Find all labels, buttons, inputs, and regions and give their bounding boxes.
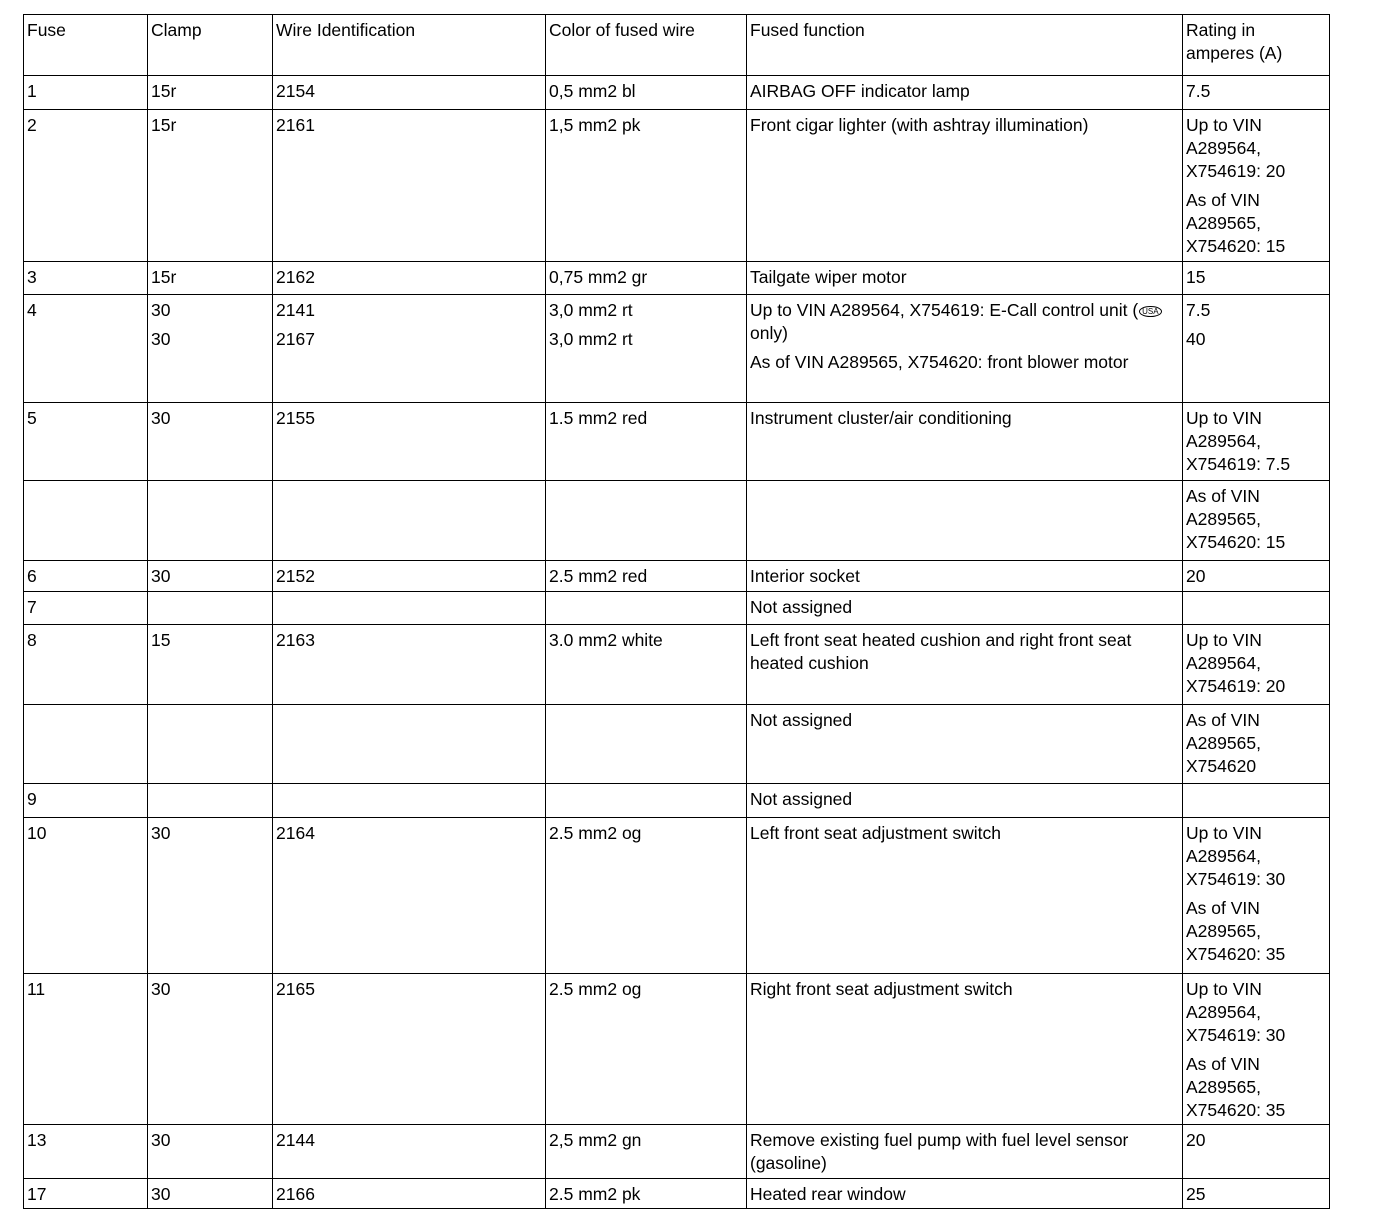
cell-text: Not assigned bbox=[750, 597, 853, 617]
cell-text: 30 bbox=[151, 979, 171, 999]
table-cell bbox=[273, 818, 546, 974]
table-row bbox=[24, 625, 1330, 705]
table-cell bbox=[747, 76, 1183, 110]
table-cell bbox=[747, 1125, 1183, 1179]
cell-text: 2164 bbox=[276, 823, 315, 843]
table-row bbox=[24, 974, 1330, 1125]
cell-text: 13 bbox=[27, 1130, 47, 1150]
cell-text: 0,5 mm2 bl bbox=[549, 81, 636, 101]
table-cell bbox=[148, 1179, 273, 1209]
table-cell bbox=[747, 295, 1183, 403]
table-cell bbox=[24, 561, 148, 592]
cell-text: 2141 bbox=[276, 300, 315, 320]
cell-subtext: As of VIN A289565, X754620: front blower motor bbox=[750, 352, 1129, 372]
table-cell bbox=[546, 295, 747, 403]
table-row bbox=[24, 705, 1330, 784]
rating-extra: As of VIN A289565, X754620: 15 bbox=[1186, 190, 1286, 256]
table-row bbox=[24, 295, 1330, 403]
cell-text: Up to VIN A289564, X754619: 30 bbox=[1186, 979, 1286, 1045]
cell-text: 2144 bbox=[276, 1130, 315, 1150]
table-cell bbox=[148, 1125, 273, 1179]
table-cell bbox=[747, 110, 1183, 262]
table-cell bbox=[747, 784, 1183, 818]
table-cell bbox=[273, 481, 546, 561]
cell-text: 2.5 mm2 pk bbox=[549, 1184, 641, 1204]
cell-text: Up to VIN A289564, X754619: 30 bbox=[1186, 823, 1286, 889]
table-row bbox=[24, 110, 1330, 262]
cell-text: 7 bbox=[27, 597, 37, 617]
table-cell bbox=[273, 625, 546, 705]
table-row bbox=[24, 592, 1330, 625]
cell-text: 7.5 bbox=[1186, 300, 1211, 320]
cell-text: 15r bbox=[151, 81, 177, 101]
cell-text: Interior socket bbox=[750, 566, 860, 586]
table-cell bbox=[1183, 561, 1330, 592]
header-cell: Wire Identification bbox=[273, 15, 546, 76]
cell-text: Heated rear window bbox=[750, 1184, 906, 1204]
cell-text: 30 bbox=[151, 1130, 171, 1150]
table-cell bbox=[148, 403, 273, 481]
table-cell bbox=[273, 1179, 546, 1209]
table-cell bbox=[148, 110, 273, 262]
cell-text: Left front seat adjustment switch bbox=[750, 823, 1001, 843]
cell-text: 20 bbox=[1186, 566, 1206, 586]
cell-text: Instrument cluster/air conditioning bbox=[750, 408, 1012, 428]
table-cell bbox=[24, 784, 148, 818]
cell-subtext: 30 bbox=[151, 329, 171, 349]
cell-text: 5 bbox=[27, 408, 37, 428]
table-cell bbox=[546, 76, 747, 110]
table-cell bbox=[1183, 403, 1330, 481]
cell-text: Front cigar lighter (with ashtray illumination) bbox=[750, 115, 1089, 135]
table-cell bbox=[273, 974, 546, 1125]
usa-badge-icon: USA bbox=[1139, 306, 1161, 317]
table-row bbox=[24, 403, 1330, 481]
table-row bbox=[24, 818, 1330, 974]
cell-text: 10 bbox=[27, 823, 47, 843]
cell-text: 2.5 mm2 og bbox=[549, 979, 642, 999]
cell-text: 7.5 bbox=[1186, 81, 1211, 101]
cell-subtext: 40 bbox=[1186, 329, 1206, 349]
table-cell bbox=[273, 110, 546, 262]
cell-text: Not assigned bbox=[750, 789, 853, 809]
cell-text: Up to VIN A289564, X754619: 7.5 bbox=[1186, 408, 1291, 474]
cell-text: 1,5 mm2 pk bbox=[549, 115, 641, 135]
table-row bbox=[24, 1179, 1330, 1209]
cell-text: 3 bbox=[27, 267, 37, 287]
cell-text: Up to VIN A289564, X754619: 20 bbox=[1186, 630, 1286, 696]
table-row bbox=[24, 561, 1330, 592]
only-text: only) bbox=[750, 323, 788, 343]
table-cell bbox=[1183, 295, 1330, 403]
table-cell bbox=[747, 705, 1183, 784]
table-cell bbox=[747, 481, 1183, 561]
cell-text: Left front seat heated cushion and right front seat heated cushion bbox=[750, 630, 1132, 673]
cell-text: 4 bbox=[27, 300, 37, 320]
cell-text: 2.5 mm2 og bbox=[549, 823, 642, 843]
table-cell bbox=[747, 403, 1183, 481]
cell-text: 30 bbox=[151, 300, 171, 320]
cell-text: 1 bbox=[27, 81, 37, 101]
table-cell bbox=[273, 76, 546, 110]
table-cell bbox=[24, 625, 148, 705]
table-cell bbox=[1183, 262, 1330, 295]
table-cell bbox=[148, 592, 273, 625]
cell-text: 20 bbox=[1186, 1130, 1206, 1150]
table-cell bbox=[273, 784, 546, 818]
cell-text: 0,75 mm2 gr bbox=[549, 267, 648, 287]
table-cell bbox=[546, 262, 747, 295]
header-cell: Clamp bbox=[148, 15, 273, 76]
table-cell bbox=[273, 561, 546, 592]
cell-text: 1.5 mm2 red bbox=[549, 408, 648, 428]
table-row bbox=[24, 481, 1330, 561]
table-cell bbox=[273, 262, 546, 295]
table-cell bbox=[546, 403, 747, 481]
cell-text: As of VIN A289565, X754620 bbox=[1186, 710, 1261, 776]
cell-text: 6 bbox=[27, 566, 37, 586]
table-cell bbox=[148, 295, 273, 403]
table-cell bbox=[546, 561, 747, 592]
table-cell bbox=[1183, 76, 1330, 110]
table-cell bbox=[24, 403, 148, 481]
table-cell bbox=[747, 974, 1183, 1125]
cell-text: 2152 bbox=[276, 566, 315, 586]
cell-text: 2155 bbox=[276, 408, 315, 428]
table-cell bbox=[747, 625, 1183, 705]
cell-text: 17 bbox=[27, 1184, 47, 1204]
cell-text: Tailgate wiper motor bbox=[750, 267, 907, 287]
cell-text: As of VIN A289565, X754620: 15 bbox=[1186, 486, 1286, 552]
table-cell bbox=[546, 592, 747, 625]
table-cell bbox=[24, 295, 148, 403]
table-cell bbox=[24, 110, 148, 262]
table-cell bbox=[148, 705, 273, 784]
table-cell bbox=[747, 561, 1183, 592]
table-cell bbox=[148, 974, 273, 1125]
table-cell bbox=[24, 481, 148, 561]
table-cell bbox=[24, 818, 148, 974]
cell-text: 9 bbox=[27, 789, 37, 809]
table-cell bbox=[1183, 1125, 1330, 1179]
cell-subtext: 3,0 mm2 rt bbox=[549, 329, 633, 349]
table-cell bbox=[148, 818, 273, 974]
cell-text: 2166 bbox=[276, 1184, 315, 1204]
table-cell bbox=[24, 592, 148, 625]
table-cell bbox=[24, 1179, 148, 1209]
cell-text: 30 bbox=[151, 566, 171, 586]
cell-text: 15 bbox=[1186, 267, 1206, 287]
table-cell bbox=[148, 561, 273, 592]
table-cell bbox=[1183, 481, 1330, 561]
cell-text: 2163 bbox=[276, 630, 315, 650]
cell-text: 30 bbox=[151, 408, 171, 428]
cell-text: 2 bbox=[27, 115, 37, 135]
table-cell bbox=[1183, 592, 1330, 625]
table-row bbox=[24, 784, 1330, 818]
cell-text: 2.5 mm2 red bbox=[549, 566, 648, 586]
table-cell bbox=[546, 1179, 747, 1209]
table-cell bbox=[1183, 110, 1330, 262]
cell-text: Not assigned bbox=[750, 710, 853, 730]
header-row bbox=[24, 15, 1330, 76]
cell-text: 15r bbox=[151, 115, 177, 135]
table-cell bbox=[148, 625, 273, 705]
table-cell bbox=[148, 481, 273, 561]
table-cell bbox=[546, 705, 747, 784]
table-row bbox=[24, 262, 1330, 295]
table-cell bbox=[1183, 818, 1330, 974]
table-cell bbox=[747, 262, 1183, 295]
header-cell: Fused function bbox=[747, 15, 1183, 76]
table-cell bbox=[1183, 705, 1330, 784]
cell-text: 30 bbox=[151, 1184, 171, 1204]
table-cell bbox=[24, 705, 148, 784]
cell-text: 30 bbox=[151, 823, 171, 843]
cell-text: Up to VIN A289564, X754619: E-Call control unit ( bbox=[750, 300, 1139, 320]
cell-text: 25 bbox=[1186, 1184, 1206, 1204]
table-cell bbox=[747, 592, 1183, 625]
table-cell bbox=[273, 705, 546, 784]
cell-text: Up to VIN A289564, X754619: 20 bbox=[1186, 115, 1286, 181]
cell-text: 3,0 mm2 rt bbox=[549, 300, 633, 320]
cell-text: AIRBAG OFF indicator lamp bbox=[750, 81, 970, 101]
table-cell bbox=[24, 76, 148, 110]
cell-text: 2162 bbox=[276, 267, 315, 287]
table-cell bbox=[546, 818, 747, 974]
table-cell bbox=[546, 110, 747, 262]
table-cell bbox=[546, 784, 747, 818]
table-cell bbox=[1183, 974, 1330, 1125]
fuse-table bbox=[23, 14, 1330, 1209]
table-cell bbox=[747, 818, 1183, 974]
cell-text: 2161 bbox=[276, 115, 315, 135]
cell-text: Remove existing fuel pump with fuel level sensor (gasoline) bbox=[750, 1130, 1129, 1173]
table-cell bbox=[1183, 784, 1330, 818]
table-cell bbox=[24, 1125, 148, 1179]
table-cell bbox=[546, 974, 747, 1125]
cell-text: Right front seat adjustment switch bbox=[750, 979, 1013, 999]
table-cell bbox=[273, 403, 546, 481]
table-cell bbox=[24, 262, 148, 295]
cell-text: 8 bbox=[27, 630, 37, 650]
rating-extra: As of VIN A289565, X754620: 35 bbox=[1186, 1054, 1286, 1120]
cell-text: 11 bbox=[27, 979, 46, 999]
table-cell bbox=[546, 481, 747, 561]
cell-subtext: 2167 bbox=[276, 329, 315, 349]
table-cell bbox=[24, 974, 148, 1125]
table-row bbox=[24, 1125, 1330, 1179]
cell-text: 2,5 mm2 gn bbox=[549, 1130, 642, 1150]
table-cell bbox=[1183, 1179, 1330, 1209]
table-cell bbox=[546, 625, 747, 705]
table-cell bbox=[273, 1125, 546, 1179]
table-cell bbox=[273, 592, 546, 625]
header-cell: Fuse bbox=[24, 15, 148, 76]
table-cell bbox=[273, 295, 546, 403]
table-cell bbox=[148, 262, 273, 295]
rating-extra: As of VIN A289565, X754620: 35 bbox=[1186, 898, 1286, 964]
cell-text-wrap bbox=[750, 299, 1179, 345]
table-cell bbox=[148, 76, 273, 110]
cell-text: 3.0 mm2 white bbox=[549, 630, 663, 650]
cell-text: 2165 bbox=[276, 979, 315, 999]
table-cell bbox=[546, 1125, 747, 1179]
table-cell bbox=[747, 1179, 1183, 1209]
header-cell: Rating in amperes (A) bbox=[1183, 15, 1330, 76]
cell-text: 15 bbox=[151, 630, 171, 650]
cell-text: 2154 bbox=[276, 81, 315, 101]
table-row bbox=[24, 76, 1330, 110]
table-cell bbox=[1183, 625, 1330, 705]
header-cell: Color of fused wire bbox=[546, 15, 747, 76]
table-cell bbox=[148, 784, 273, 818]
cell-text: 15r bbox=[151, 267, 177, 287]
